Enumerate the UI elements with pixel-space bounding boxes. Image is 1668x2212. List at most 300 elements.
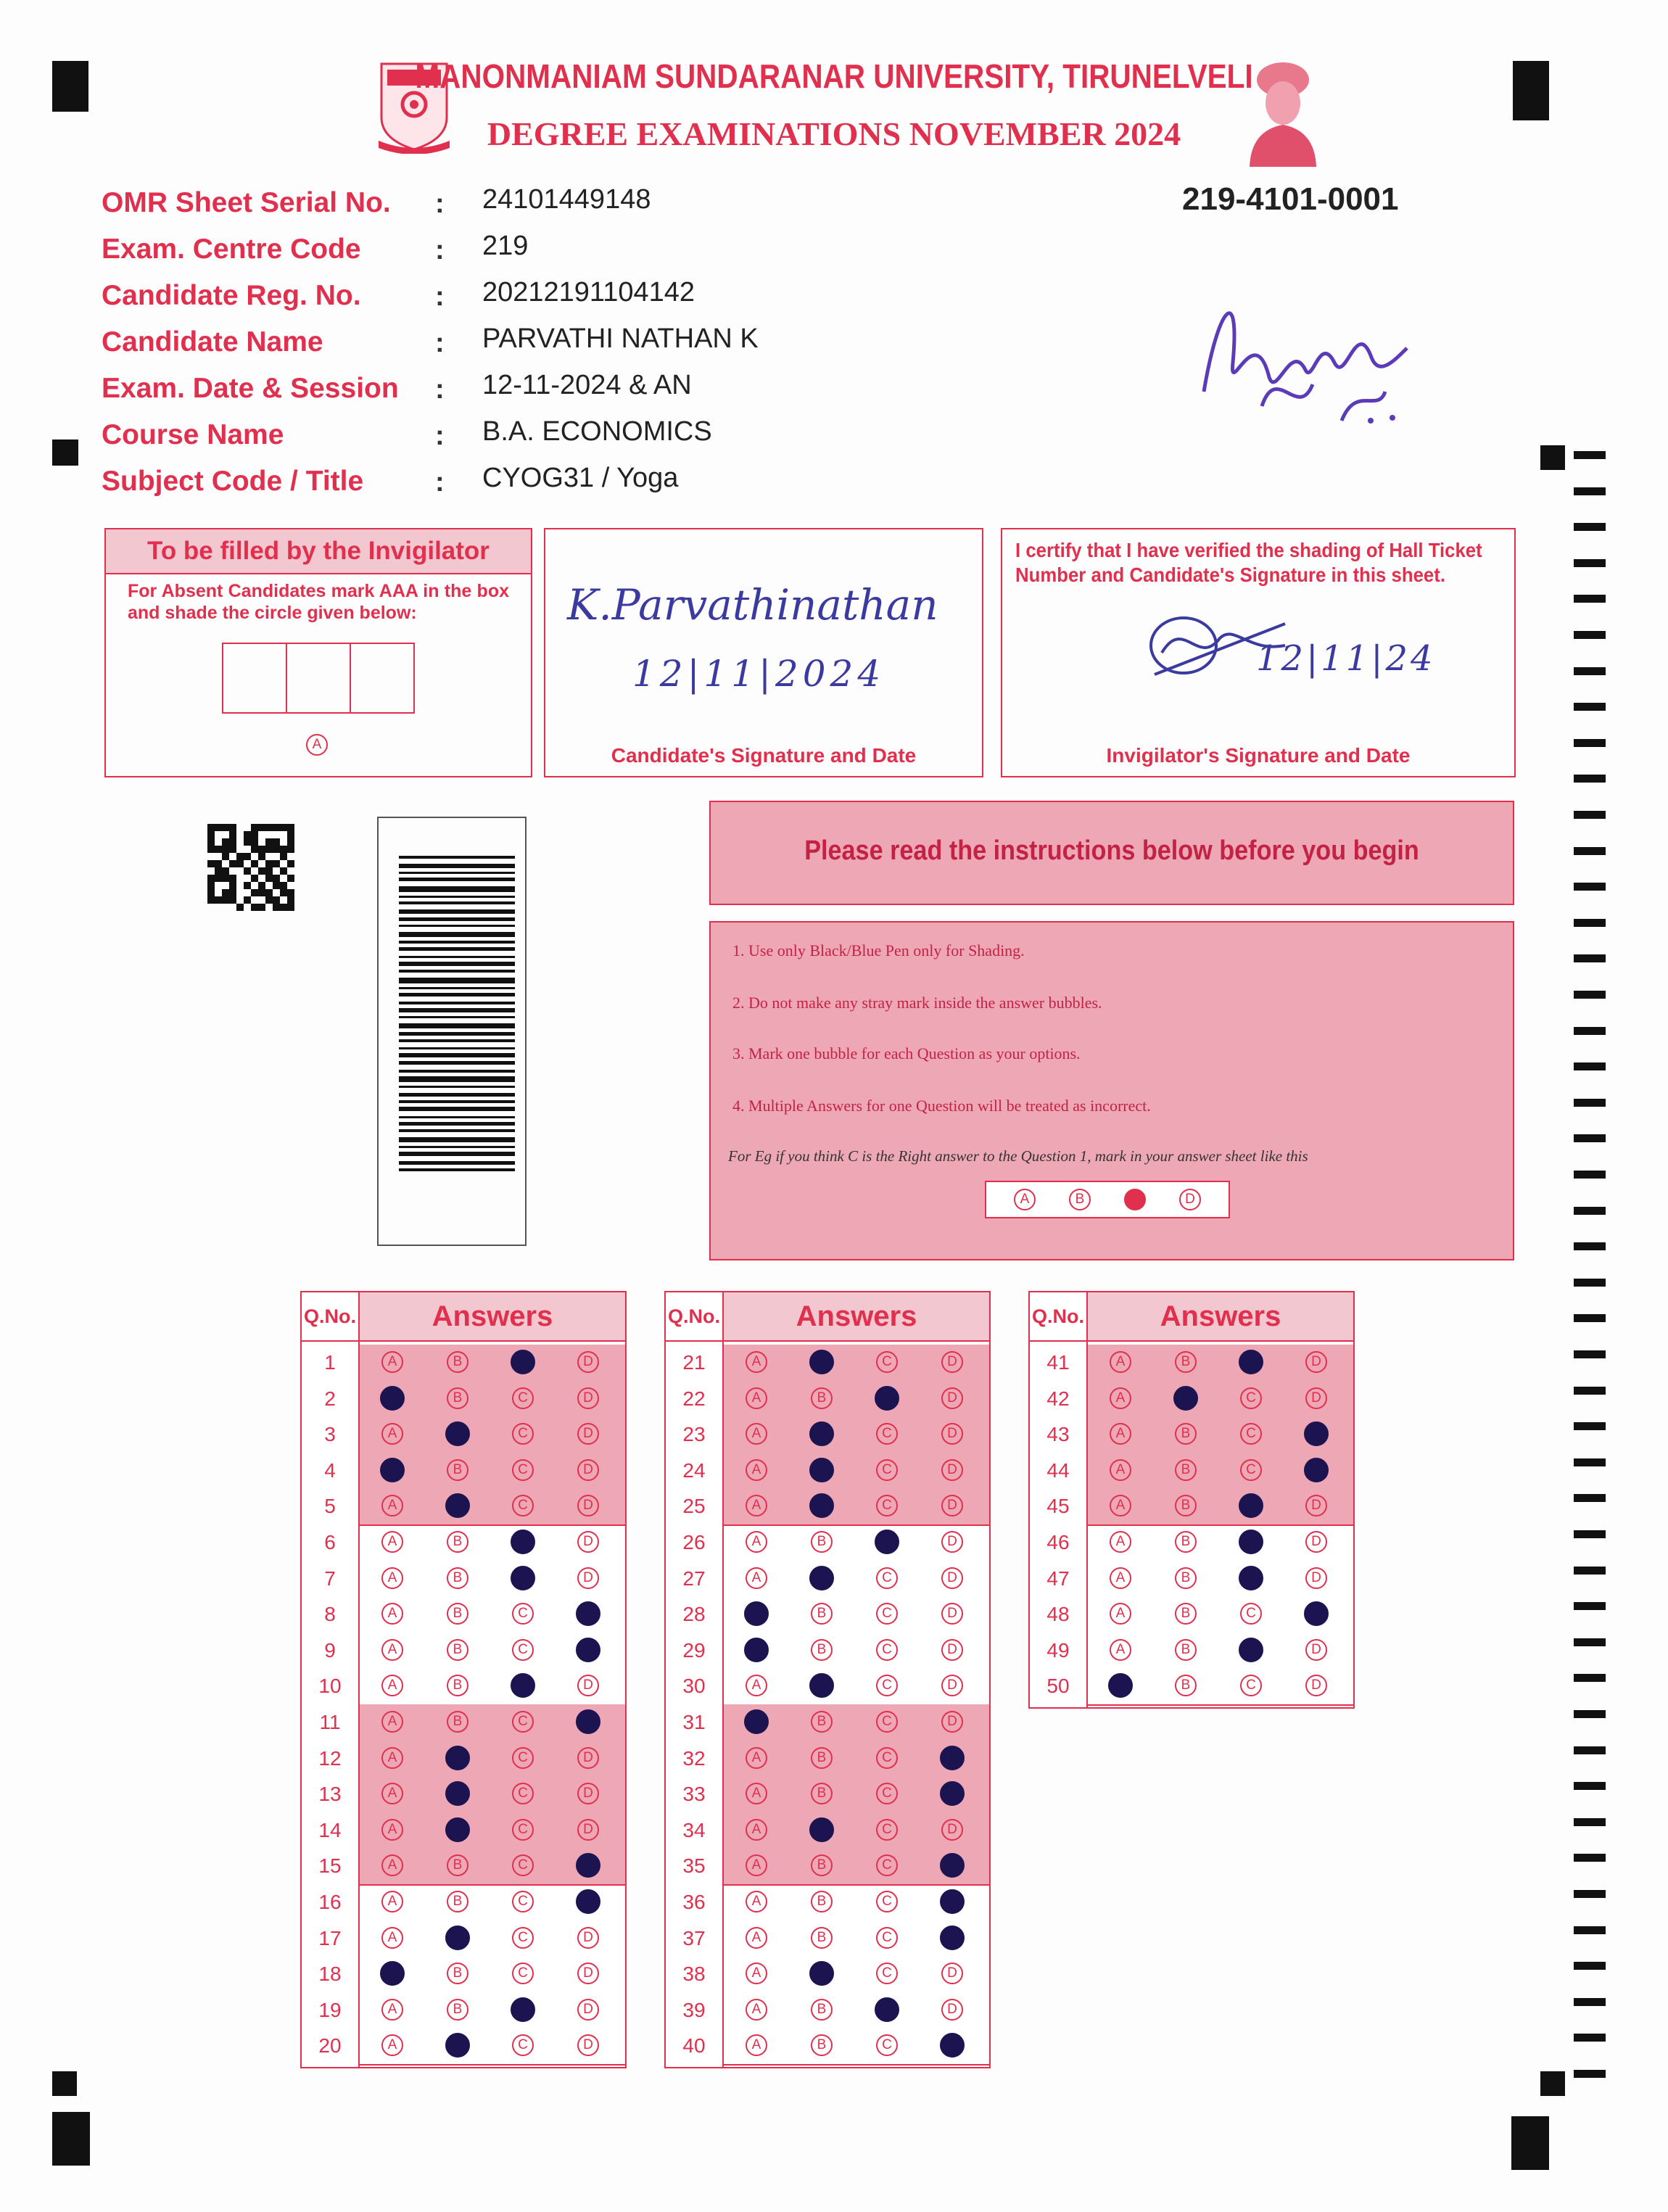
answer-bubble-b[interactable]: B: [447, 1567, 468, 1589]
qr-module: [273, 831, 280, 838]
qr-module: [215, 882, 222, 889]
qr-module: [251, 882, 258, 889]
answer-bubble-d[interactable]: [940, 1781, 965, 1806]
answer-bubble-a[interactable]: [744, 1709, 769, 1734]
answer-bubble-c[interactable]: C: [512, 1854, 534, 1876]
answer-bubble-c[interactable]: C: [876, 1891, 898, 1912]
registration-marker-right-bottom: [1540, 2071, 1565, 2096]
answer-bubble-b[interactable]: [809, 1961, 834, 1986]
barcode-bar: [399, 1016, 515, 1018]
answer-bubble-a[interactable]: A: [381, 1927, 403, 1949]
answer-bubble-c[interactable]: C: [876, 1711, 898, 1733]
qr-module: [258, 875, 265, 882]
answer-bubble-b[interactable]: [809, 1673, 834, 1698]
info-label: Candidate Reg. No.: [102, 280, 361, 311]
answer-bubble-b[interactable]: B: [447, 1531, 468, 1553]
answer-bubble-d[interactable]: [1304, 1601, 1329, 1626]
question-number: 43: [1046, 1423, 1070, 1446]
answer-table-2: [664, 1291, 991, 2068]
barcode-bar: [399, 1152, 515, 1156]
qr-module: [280, 867, 287, 875]
answer-bubble-c[interactable]: C: [512, 1639, 534, 1661]
qr-module: [222, 875, 229, 882]
answer-bubble-b[interactable]: B: [447, 1999, 468, 2021]
qr-module: [207, 853, 215, 860]
answer-bubble-a[interactable]: A: [746, 2034, 767, 2056]
answer-bubble-d[interactable]: D: [1305, 1531, 1327, 1553]
qr-module: [222, 824, 229, 831]
answer-bubble-c[interactable]: C: [876, 1963, 898, 1984]
qr-module: [287, 853, 294, 860]
answer-bubble-c[interactable]: C: [1240, 1459, 1262, 1481]
answer-bubble-a[interactable]: A: [381, 1495, 403, 1516]
answer-bubble-d[interactable]: D: [577, 1459, 599, 1481]
barcode-bar: [399, 1116, 515, 1118]
answer-bubble-b[interactable]: B: [1175, 1495, 1197, 1516]
answer-bubble-d[interactable]: [576, 1638, 600, 1662]
answer-bubble-c[interactable]: [875, 1530, 899, 1554]
answer-bubble-b[interactable]: [809, 1421, 834, 1446]
answer-bubble-b[interactable]: B: [1175, 1639, 1197, 1661]
question-row: [302, 1920, 625, 1956]
question-row: [1030, 1633, 1353, 1668]
question-row: [1030, 1381, 1353, 1416]
answer-bubble-c[interactable]: C: [876, 1423, 898, 1445]
answer-bubble-b[interactable]: B: [811, 1639, 833, 1661]
answer-bubble-d[interactable]: D: [1305, 1495, 1327, 1516]
answer-bubble-c[interactable]: C: [876, 1639, 898, 1661]
answer-bubble-b[interactable]: B: [447, 1891, 468, 1912]
answer-bubble-a[interactable]: A: [381, 1999, 403, 2021]
answer-bubble-c[interactable]: [511, 1997, 535, 2022]
answer-bubble-c[interactable]: [875, 1997, 899, 2022]
answer-bubble-b[interactable]: B: [811, 1783, 833, 1804]
answer-bubble-a[interactable]: A: [1110, 1495, 1131, 1516]
answer-bubble-b[interactable]: B: [1175, 1675, 1197, 1696]
answer-bubble-a[interactable]: [380, 1386, 405, 1411]
question-number: 40: [682, 2034, 706, 2058]
answer-bubble-b[interactable]: [809, 1566, 834, 1590]
answer-bubble-c[interactable]: C: [1240, 1423, 1262, 1445]
answer-bubble-b[interactable]: B: [1175, 1351, 1197, 1373]
answer-bubble-b[interactable]: B: [447, 1854, 468, 1876]
question-row: [666, 1741, 989, 1776]
answer-bubble-c[interactable]: [1239, 1493, 1263, 1518]
answer-bubble-c[interactable]: C: [876, 1747, 898, 1769]
answer-bubble-d[interactable]: [940, 1746, 965, 1770]
answer-bubble-b[interactable]: [445, 1926, 470, 1950]
answer-table-header: [666, 1292, 989, 1342]
answer-bubble-a[interactable]: [1108, 1673, 1133, 1698]
qr-module: [244, 867, 251, 875]
question-row: [666, 1596, 989, 1632]
timing-mark: [1574, 1242, 1606, 1250]
answer-bubble-d[interactable]: [576, 1853, 600, 1878]
answer-bubble-c[interactable]: C: [876, 1495, 898, 1516]
qr-module: [236, 838, 244, 846]
invigilator-box: [104, 528, 532, 777]
answer-bubble-b[interactable]: B: [811, 1891, 833, 1912]
answer-bubble-d[interactable]: [940, 1889, 965, 1914]
answer-bubble-b[interactable]: [445, 1781, 470, 1806]
answer-bubble-a[interactable]: A: [746, 1387, 767, 1409]
qr-module: [244, 896, 251, 904]
answer-bubble-b[interactable]: B: [447, 1603, 468, 1625]
answer-bubble-c[interactable]: C: [512, 1783, 534, 1804]
answer-bubble-a[interactable]: A: [746, 1567, 767, 1589]
answer-bubble-c[interactable]: C: [512, 2034, 534, 2056]
timing-mark: [1574, 775, 1606, 783]
answer-bubble-b[interactable]: B: [811, 1854, 833, 1876]
qr-module: [265, 860, 273, 867]
answer-bubble-c[interactable]: C: [876, 1819, 898, 1841]
answer-bubble-c[interactable]: [875, 1386, 899, 1411]
answer-bubble-b[interactable]: [809, 1350, 834, 1374]
answer-bubble-b[interactable]: B: [811, 1711, 833, 1733]
answer-bubble-a[interactable]: A: [1110, 1351, 1131, 1373]
answer-bubble-a[interactable]: A: [381, 1567, 403, 1589]
answer-bubble-d[interactable]: [940, 2033, 965, 2058]
answer-bubble-c[interactable]: C: [876, 1459, 898, 1481]
timing-mark: [1574, 667, 1606, 675]
answer-bubble-d[interactable]: D: [1305, 1639, 1327, 1661]
qr-module: [258, 867, 265, 875]
answer-bubble-b[interactable]: [445, 1493, 470, 1518]
answer-bubble-a[interactable]: A: [381, 1603, 403, 1625]
qr-module: [258, 860, 265, 867]
qr-module: [236, 875, 244, 882]
info-value: CYOG31 / Yoga: [482, 463, 679, 493]
answer-bubble-d[interactable]: D: [577, 1351, 599, 1373]
invigilator-signature-date: 12|11|24: [1256, 638, 1436, 679]
answer-bubble-c[interactable]: C: [512, 1423, 534, 1445]
question-row: [302, 1704, 625, 1740]
answer-bubble-c[interactable]: C: [512, 1387, 534, 1409]
answer-bubble-c[interactable]: C: [512, 1603, 534, 1625]
answer-bubble-a[interactable]: A: [1110, 1387, 1131, 1409]
answer-bubble-c[interactable]: C: [1240, 1675, 1262, 1696]
answer-bubble-a[interactable]: A: [746, 1747, 767, 1769]
answer-bubble-a[interactable]: A: [381, 1639, 403, 1661]
answer-bubble-a[interactable]: A: [381, 1351, 403, 1373]
answer-bubble-a[interactable]: A: [381, 1891, 403, 1912]
answer-bubble-b[interactable]: B: [1175, 1459, 1197, 1481]
answer-bubble-d[interactable]: D: [577, 1387, 599, 1409]
answer-bubble-b[interactable]: B: [447, 1675, 468, 1696]
answer-bubble-d[interactable]: D: [577, 1927, 599, 1949]
answer-bubble-d[interactable]: D: [1305, 1351, 1327, 1373]
question-number: 18: [318, 1963, 342, 1986]
answer-bubble-a[interactable]: [380, 1961, 405, 1986]
answer-table-header: [302, 1292, 625, 1342]
qr-module: [229, 824, 236, 831]
answer-bubble-a[interactable]: A: [746, 1927, 767, 1949]
answer-bubble-a[interactable]: A: [381, 1819, 403, 1841]
answer-bubble-a[interactable]: A: [1110, 1531, 1131, 1553]
timing-mark: [1574, 703, 1606, 711]
answer-bubble-d[interactable]: D: [577, 1531, 599, 1553]
answer-bubble-a[interactable]: A: [381, 1854, 403, 1876]
timing-mark: [1574, 1062, 1606, 1070]
barcode: [399, 856, 515, 1204]
answer-bubble-a[interactable]: A: [381, 1423, 403, 1445]
question-number: 32: [682, 1746, 706, 1770]
qr-module: [207, 838, 215, 846]
answer-bubble-c[interactable]: C: [876, 1603, 898, 1625]
answer-bubble-b[interactable]: B: [811, 1387, 833, 1409]
answer-bubble-c[interactable]: C: [512, 1495, 534, 1516]
question-number: 23: [682, 1423, 706, 1446]
answer-bubble-c[interactable]: C: [512, 1927, 534, 1949]
answer-bubble-c[interactable]: C: [512, 1711, 534, 1733]
question-row: [666, 1416, 989, 1452]
answer-bubble-d[interactable]: [1304, 1458, 1329, 1482]
answer-bubble-c[interactable]: C: [1240, 1603, 1262, 1625]
answer-bubble-c[interactable]: [1239, 1566, 1263, 1590]
answer-bubble-c[interactable]: [511, 1530, 535, 1554]
answer-bubble-c[interactable]: C: [876, 1351, 898, 1373]
question-number: 5: [324, 1495, 336, 1518]
absent-circle[interactable]: A: [306, 734, 328, 756]
timing-mark: [1574, 559, 1606, 567]
answer-bubble-d[interactable]: D: [941, 1459, 963, 1481]
timing-mark: [1574, 1567, 1606, 1575]
answer-bubble-a[interactable]: A: [1110, 1567, 1131, 1589]
answer-bubble-a[interactable]: A: [1110, 1459, 1131, 1481]
answer-bubble-a[interactable]: A: [381, 1711, 403, 1733]
answer-bubble-b[interactable]: B: [1175, 1531, 1197, 1553]
answer-bubble-b[interactable]: B: [811, 1999, 833, 2021]
answer-bubble-d[interactable]: D: [577, 1783, 599, 1804]
qr-module: [280, 882, 287, 889]
qr-module: [207, 889, 215, 896]
answer-bubble-d[interactable]: D: [1305, 1387, 1327, 1409]
timing-mark: [1574, 1387, 1606, 1395]
answer-bubble-a[interactable]: A: [746, 1459, 767, 1481]
barcode-bar: [399, 947, 515, 951]
invigilator-signature-caption: Invigilator's Signature and Date: [1106, 744, 1411, 767]
answer-bubble-d[interactable]: D: [941, 1999, 963, 2021]
answer-bubble-c[interactable]: C: [876, 1783, 898, 1804]
question-row: [666, 1453, 989, 1488]
question-number: 20: [318, 2034, 342, 2058]
answer-bubble-a[interactable]: A: [1110, 1603, 1131, 1625]
answer-bubble-d[interactable]: D: [577, 1747, 599, 1769]
example-bubble-d: D: [1179, 1189, 1201, 1210]
timing-mark: [1574, 2034, 1606, 2042]
timing-mark: [1574, 487, 1606, 495]
answer-bubble-b[interactable]: B: [811, 1927, 833, 1949]
answer-bubble-b[interactable]: [809, 1458, 834, 1482]
answer-bubble-b[interactable]: B: [811, 1603, 833, 1625]
answer-bubble-d[interactable]: [576, 1601, 600, 1626]
answer-bubble-b[interactable]: B: [1175, 1423, 1197, 1445]
answer-bubble-c[interactable]: C: [876, 1675, 898, 1696]
answer-bubble-d[interactable]: D: [941, 1675, 963, 1696]
answer-bubble-d[interactable]: D: [941, 1423, 963, 1445]
question-row: [1030, 1453, 1353, 1488]
question-row: [1030, 1524, 1353, 1560]
answer-bubble-d[interactable]: D: [941, 1567, 963, 1589]
answer-bubble-a[interactable]: A: [746, 1675, 767, 1696]
answer-bubble-c[interactable]: [511, 1673, 535, 1698]
answer-bubble-a[interactable]: A: [746, 1531, 767, 1553]
answer-bubble-c[interactable]: C: [512, 1891, 534, 1912]
qr-module: [229, 838, 236, 846]
answer-bubble-d[interactable]: D: [941, 1351, 963, 1373]
question-number: 25: [682, 1495, 706, 1518]
qr-module: [265, 846, 273, 853]
answer-bubble-d[interactable]: D: [577, 1675, 599, 1696]
question-row: [302, 1416, 625, 1452]
answer-bubble-d[interactable]: D: [577, 1495, 599, 1516]
example-bubbles: [985, 1181, 1230, 1218]
barcode-bar: [399, 1137, 515, 1142]
absent-mark-boxes: [222, 643, 415, 714]
answer-bubble-b[interactable]: B: [1175, 1603, 1197, 1625]
answer-bubble-b[interactable]: B: [811, 1747, 833, 1769]
answer-bubble-a[interactable]: A: [381, 1675, 403, 1696]
question-number: 14: [318, 1818, 342, 1841]
answer-bubble-d[interactable]: D: [941, 1639, 963, 1661]
answer-bubble-b[interactable]: B: [447, 1711, 468, 1733]
answer-bubble-d[interactable]: D: [941, 1531, 963, 1553]
question-row: [302, 1633, 625, 1668]
answer-bubble-d[interactable]: D: [941, 1963, 963, 1984]
answer-bubble-a[interactable]: A: [381, 1747, 403, 1769]
answer-bubble-a[interactable]: [380, 1458, 405, 1482]
answer-bubble-b[interactable]: B: [447, 1963, 468, 1984]
answer-bubble-c[interactable]: C: [876, 1854, 898, 1876]
answer-bubble-b[interactable]: B: [1175, 1567, 1197, 1589]
answer-bubble-b[interactable]: B: [811, 1531, 833, 1553]
timing-mark: [1574, 1494, 1606, 1502]
qr-module: [251, 860, 258, 867]
answer-bubble-a[interactable]: A: [746, 1963, 767, 1984]
answer-bubble-c[interactable]: [1239, 1638, 1263, 1662]
answer-bubble-b[interactable]: B: [811, 2034, 833, 2056]
answer-bubble-a[interactable]: A: [746, 1423, 767, 1445]
qr-module: [207, 896, 215, 904]
answer-bubble-a[interactable]: A: [381, 1531, 403, 1553]
answer-bubble-c[interactable]: C: [512, 1459, 534, 1481]
answer-bubble-a[interactable]: [744, 1638, 769, 1662]
answer-bubble-b[interactable]: B: [447, 1459, 468, 1481]
answer-bubble-b[interactable]: [809, 1817, 834, 1842]
qr-module: [280, 824, 287, 831]
answer-bubble-a[interactable]: A: [381, 2034, 403, 2056]
answer-bubble-b[interactable]: [445, 1817, 470, 1842]
question-row: [302, 1561, 625, 1596]
qr-module: [236, 853, 244, 860]
answer-bubble-b[interactable]: B: [447, 1639, 468, 1661]
answer-bubble-b[interactable]: [445, 1421, 470, 1446]
answer-bubble-d[interactable]: D: [1305, 1675, 1327, 1696]
barcode-bar: [399, 872, 515, 874]
answer-bubble-a[interactable]: A: [746, 1999, 767, 2021]
qr-module: [280, 846, 287, 853]
answer-bubble-a[interactable]: A: [381, 1783, 403, 1804]
answer-bubble-b[interactable]: [809, 1493, 834, 1518]
answer-bubble-b[interactable]: [1173, 1386, 1198, 1411]
answer-bubble-c[interactable]: [1239, 1350, 1263, 1374]
answer-bubble-d[interactable]: D: [577, 1819, 599, 1841]
registration-marker-bottom-right: [1511, 2116, 1549, 2170]
answer-bubble-d[interactable]: D: [941, 1819, 963, 1841]
answer-bubble-b[interactable]: [445, 1746, 470, 1770]
question-number: 28: [682, 1603, 706, 1626]
answer-bubble-d[interactable]: D: [577, 2034, 599, 2056]
answer-bubble-a[interactable]: A: [746, 1891, 767, 1912]
answer-bubble-d[interactable]: [940, 1926, 965, 1950]
answer-bubble-c[interactable]: C: [512, 1963, 534, 1984]
answer-bubble-d[interactable]: D: [577, 1963, 599, 1984]
answer-table-3: [1028, 1291, 1355, 1709]
instruction-1: 1. Use only Black/Blue Pen only for Shading.: [732, 941, 1025, 960]
answer-bubble-c[interactable]: C: [876, 1927, 898, 1949]
answer-bubble-c[interactable]: C: [512, 1747, 534, 1769]
answer-bubble-d[interactable]: D: [941, 1387, 963, 1409]
qr-module: [287, 882, 294, 889]
answer-bubble-a[interactable]: A: [746, 1783, 767, 1804]
barcode-bar: [399, 1008, 515, 1012]
qr-module: [251, 904, 258, 911]
answer-bubble-b[interactable]: B: [447, 1351, 468, 1373]
qr-module: [280, 831, 287, 838]
timing-mark: [1574, 1279, 1606, 1287]
qr-module: [222, 853, 229, 860]
answer-bubble-d[interactable]: D: [577, 1567, 599, 1589]
qr-module: [222, 846, 229, 853]
answer-bubble-a[interactable]: A: [746, 1495, 767, 1516]
answer-bubble-c[interactable]: [1239, 1530, 1263, 1554]
qr-module: [251, 838, 258, 846]
answer-bubble-d[interactable]: D: [941, 1711, 963, 1733]
barcode-bar: [399, 1100, 515, 1103]
answer-bubble-c[interactable]: C: [876, 1567, 898, 1589]
reference-code: 219-4101-0001: [1182, 181, 1399, 217]
answer-bubble-d[interactable]: D: [941, 1603, 963, 1625]
answer-bubble-d[interactable]: [1304, 1421, 1329, 1446]
answer-bubble-b[interactable]: B: [447, 1387, 468, 1409]
answer-bubble-d[interactable]: D: [577, 1423, 599, 1445]
answer-bubble-c[interactable]: C: [1240, 1387, 1262, 1409]
question-number: 30: [682, 1675, 706, 1698]
answer-bubble-d[interactable]: D: [1305, 1567, 1327, 1589]
answer-bubble-c[interactable]: [511, 1566, 535, 1590]
question-number: 4: [324, 1458, 336, 1482]
qr-module: [258, 853, 265, 860]
answer-bubble-c[interactable]: [511, 1350, 535, 1374]
answer-bubble-d[interactable]: [576, 1889, 600, 1914]
answer-bubble-d[interactable]: D: [941, 1495, 963, 1516]
timing-mark: [1574, 739, 1606, 747]
question-row: [302, 1381, 625, 1416]
barcode-bar: [399, 1076, 515, 1082]
answer-bubble-a[interactable]: A: [746, 1351, 767, 1373]
answer-bubble-d[interactable]: [576, 1709, 600, 1734]
answer-bubble-a[interactable]: A: [1110, 1639, 1131, 1661]
answer-bubble-d[interactable]: [940, 1853, 965, 1878]
answer-bubble-a[interactable]: A: [746, 1854, 767, 1876]
answer-bubble-c[interactable]: C: [512, 1819, 534, 1841]
answer-bubble-d[interactable]: D: [577, 1999, 599, 2021]
answer-bubble-a[interactable]: [744, 1601, 769, 1626]
answer-bubble-a[interactable]: A: [746, 1819, 767, 1841]
answer-bubble-b[interactable]: [445, 2033, 470, 2058]
answer-bubble-a[interactable]: A: [1110, 1423, 1131, 1445]
answer-bubble-c[interactable]: C: [876, 2034, 898, 2056]
